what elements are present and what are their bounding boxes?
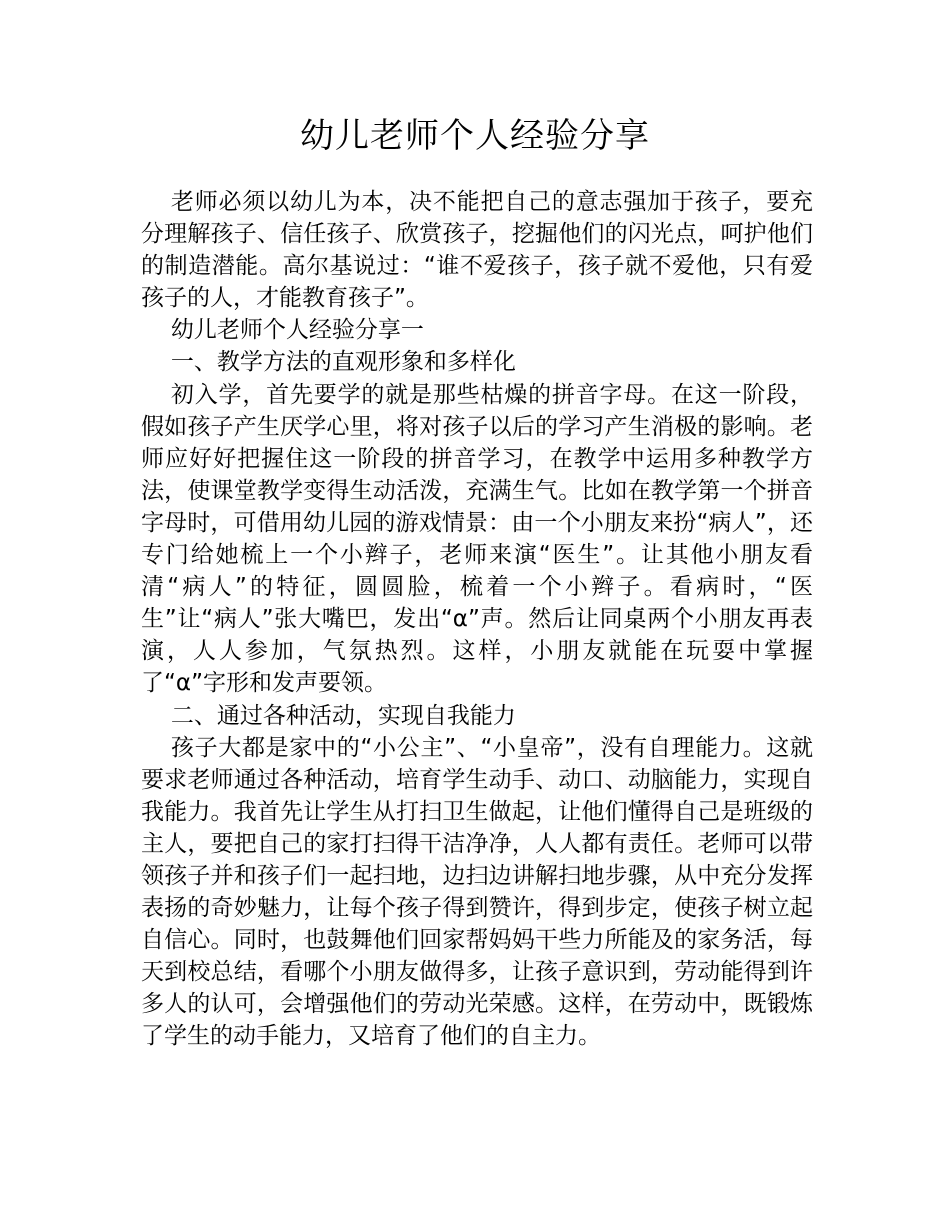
body-paragraph-2: 孩子大都是家中的“小公主”、“小皇帝”，没有自理能力。这就要求老师通过各种活动，培育学生动手、动口、动脑能力，实现自我能力。我首先让学生从打扫卫生做起，让他们懂得自己是班级的主人，要把自己的家打扫得干洁净净，人人都有责任。老师可以带领孩子并和孩子们一起扫地，边扫边讲解扫地步骤，从中充分发挥表扬的奇妙魅力，让每个孩子得到赞许，得到步定，使孩子树立起自信心。同时，也鼓舞他们回家帮妈妈干些力所能及的家务活，每天到校总结，看哪个小朋友做得多，让孩子意识到，劳动能得到许多人的认可，会增强他们的劳动光荣感。这样，在劳动中，既锻炼了学生的动手能力，又培育了他们的自主力。 bbox=[141, 734, 813, 1050]
section-subtitle: 幼儿老师个人经验分享一 bbox=[170, 317, 424, 344]
document-body bbox=[141, 186, 813, 1053]
body-paragraph-1: 初入学，首先要学的就是那些枯燥的拼音字母。在这一阶段，假如孩子产生厌学心里，将对孩子以后的学习产生消极的影响。老师应好好把握住这一阶段的拼音学习，在教学中运用多种教学方法，使课堂教学变得生动活泼，充满生气。比如在教学第一个拼音字母时，可借用幼儿园的游戏情景：由一个小朋友来扮“病人”，还专门给她梳上一个小辫子，老师来演“医生”。让其他小朋友看清“病人”的特征，圆圆脸，梳着一个小辫子。看病时，“医生”让“病人”张大嘴巴，发出“α”声。然后让同桌两个小朋友再表演，人人参加，气氛热烈。这样，小朋友就能在玩耍中掌握了“α”字形和发声要领。 bbox=[141, 381, 813, 697]
section-heading-1: 一、教学方法的直观形象和多样化 bbox=[170, 349, 516, 376]
document-title: 幼儿老师个人经验分享 bbox=[300, 116, 650, 156]
intro-paragraph: 老师必须以幼儿为本，决不能把自己的意志强加于孩子，要充分理解孩子、信任孩子、欣赏孩子，挖掘他们的闪光点，呵护他们的制造潜能。高尔基说过：“谁不爱孩子，孩子就不爱他，只有爱孩子的人，才能教育孩子”。 bbox=[141, 189, 813, 312]
section-heading-2: 二、通过各种活动，实现自我能力 bbox=[170, 702, 516, 729]
